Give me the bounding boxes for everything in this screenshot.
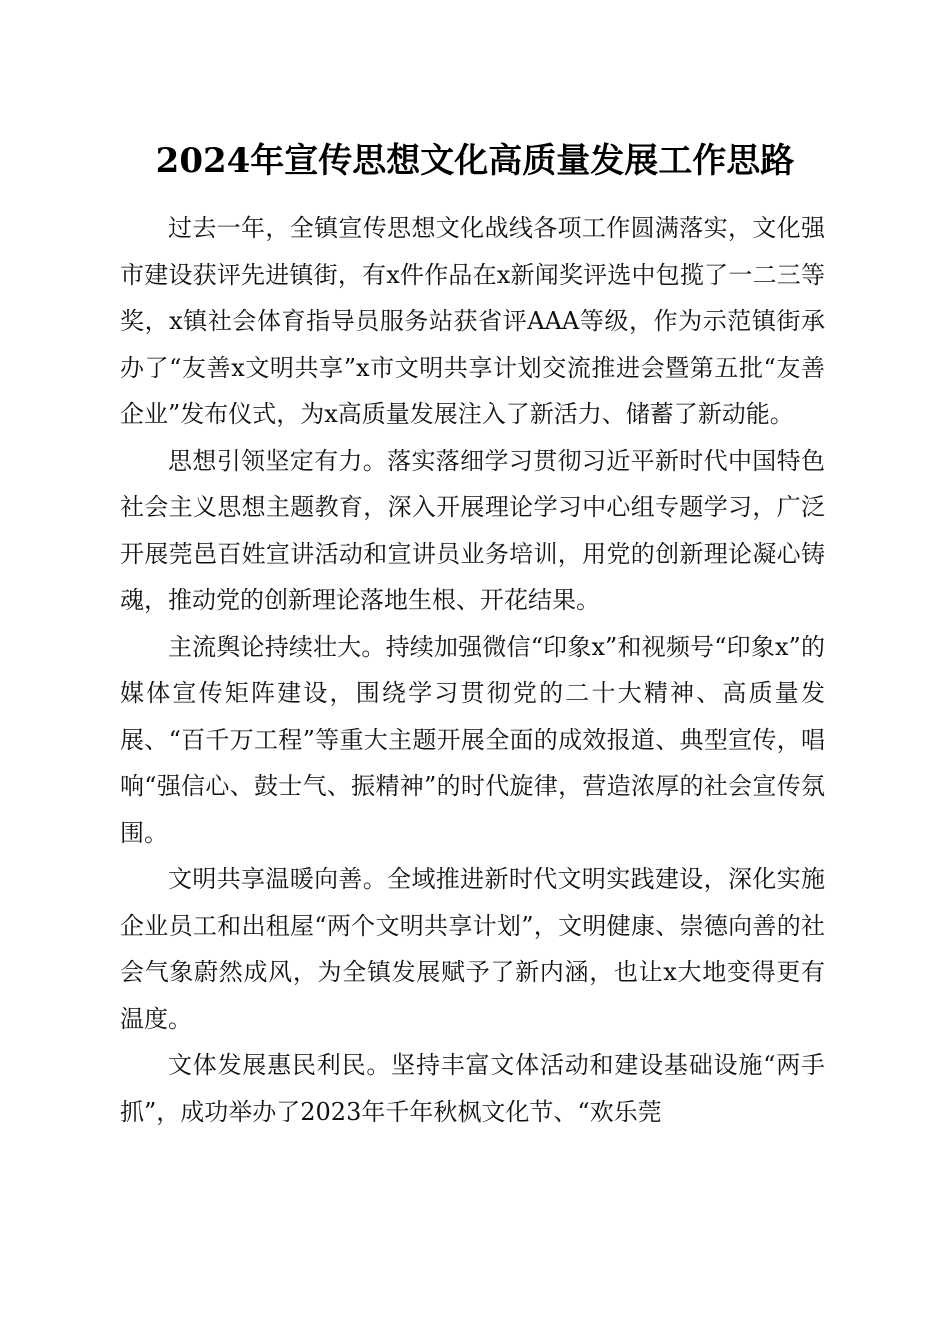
- paragraph-intro: 过去一年，全镇宣传思想文化战线各项工作圆满落实，文化强市建设获评先进镇街，有x件作品在x新闻奖评选中包揽了一二三等奖，x镇社会体育指导员服务站获省评AAA等级，作为示范镇街承办了“友善x文明共享”x市文明共享计划交流推进会暨第五批“友善企业”发布仪式，为x高质量发展注入了新活力、储蓄了新动能。: [120, 214, 825, 428]
- document-body: [120, 205, 825, 1135]
- paragraph-civilization-sharing: 文明共享温暖向善。全域推进新时代文明实践建设，深化实施企业员工和出租屋“两个文明共享计划”，文明健康、崇德向善的社会气象蔚然成风，为全镇发展赋予了新内涵，也让x大地变得更有温度。: [120, 865, 825, 1033]
- paragraph-mainstream-opinion: 主流舆论持续壮大。持续加强微信“印象x”和视频号“印象x”的媒体宣传矩阵建设，围绕学习贯彻党的二十大精神、高质量发展、“百千万工程”等重大主题开展全面的成效报道、典型宣传，唱响“强信心、鼓士气、振精神”的时代旋律，营造浓厚的社会宣传氛围。: [120, 632, 825, 847]
- document-title: 2024年宣传思想文化高质量发展工作思路: [155, 141, 795, 181]
- paragraph-ideological-guidance: 思想引领坚定有力。落实落细学习贯彻习近平新时代中国特色社会主义思想主题教育，深入开展理论学习中心组专题学习，广泛开展莞邑百姓宣讲活动和宣讲员业务培训，用党的创新理论凝心铸魂，推动党的创新理论落地生根、开花结果。: [120, 446, 825, 614]
- paragraph-culture-sports: 文体发展惠民利民。坚持丰富文体活动和建设基础设施“两手抓”，成功举办了2023年千年秋枫文化节、“欢乐莞: [120, 1051, 825, 1126]
